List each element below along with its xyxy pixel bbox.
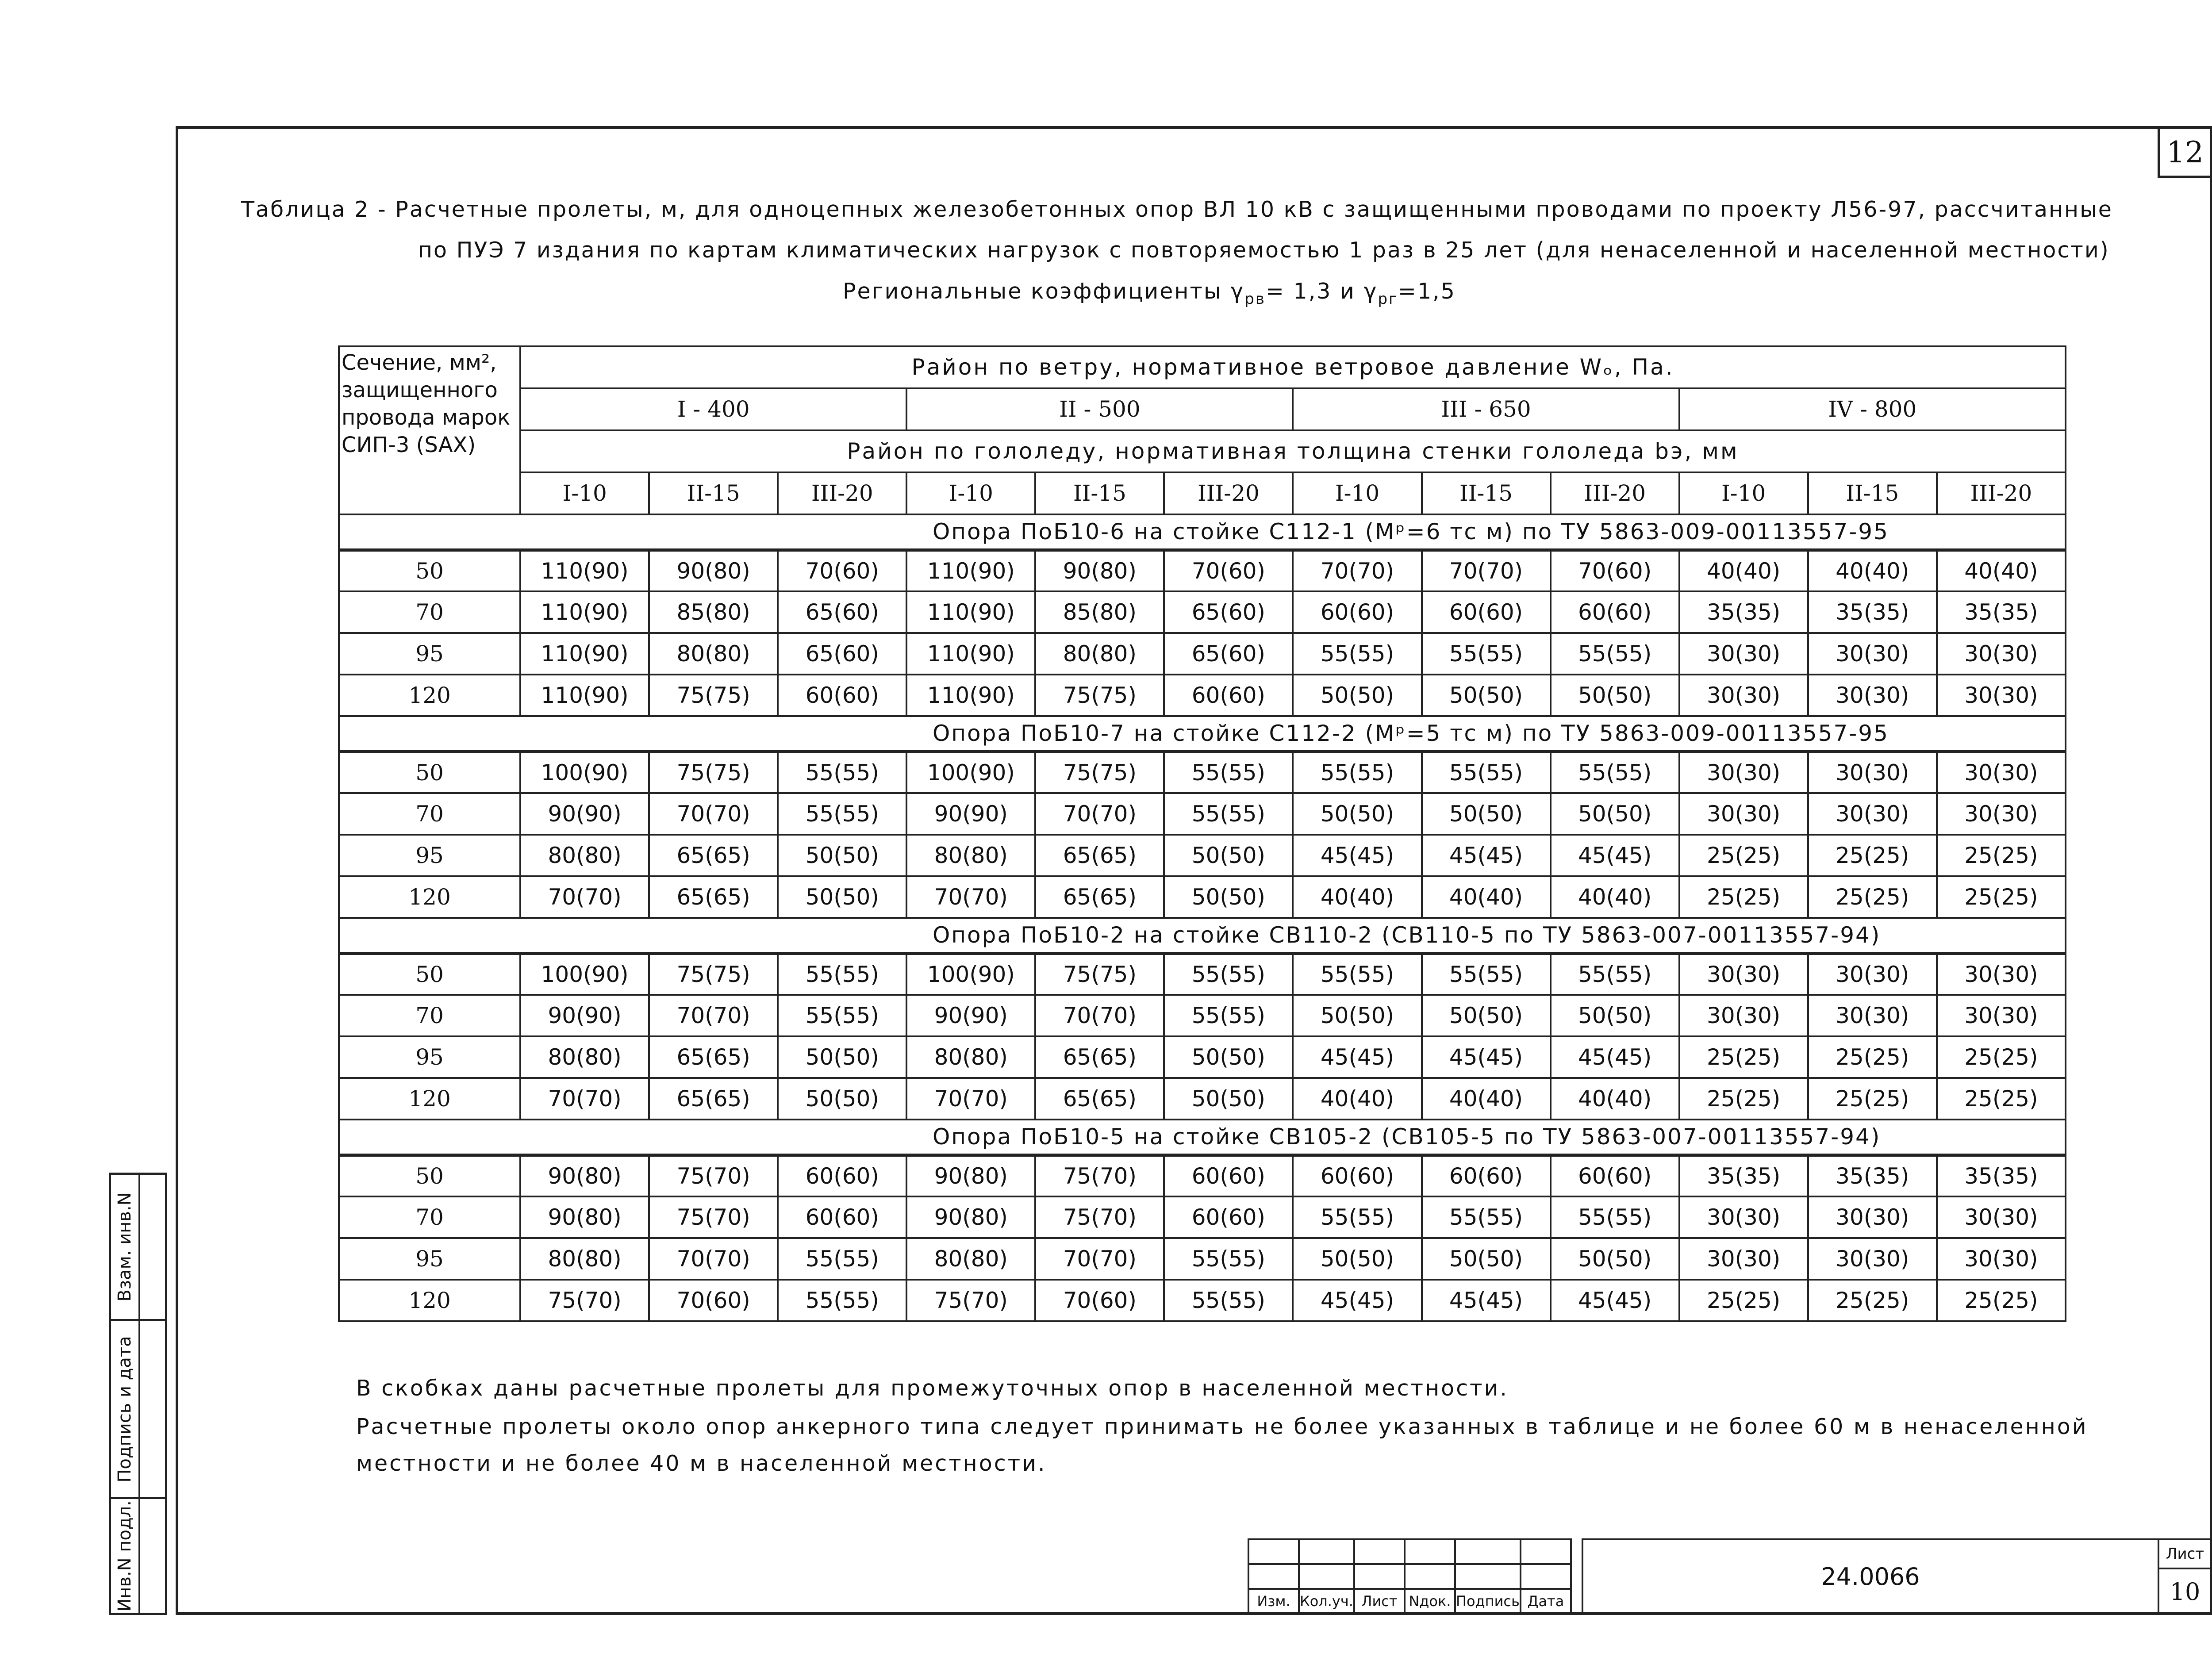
span-value-cell: 50(50) [1164,835,1293,876]
span-value-cell: 40(40) [1293,876,1421,918]
span-value-cell: 50(50) [778,835,906,876]
section-cell: 95 [339,1238,520,1280]
span-value-cell: 50(50) [1551,675,1679,716]
span-value-cell: 30(30) [1937,793,2066,835]
span-value-cell: 25(25) [1937,835,2066,876]
span-value-cell: 30(30) [1808,752,1937,793]
span-value-cell: 70(70) [1035,1238,1164,1280]
span-value-cell: 55(55) [1164,752,1293,793]
span-value-cell: 100(90) [906,752,1035,793]
gamma-wind-value: = 1,3 и [1265,279,1364,304]
span-value-cell: 55(55) [1422,953,1551,995]
span-value-cell: 75(75) [1035,752,1164,793]
span-value-cell: 25(25) [1808,1036,1937,1078]
gamma-ice-value: =1,5 [1398,279,1456,304]
span-value-cell: 80(80) [649,633,778,675]
span-value-cell: 55(55) [778,752,906,793]
span-value-cell: 110(90) [906,550,1035,591]
span-value-cell: 100(90) [906,953,1035,995]
span-value-cell: 50(50) [1422,1238,1551,1280]
span-value-cell: 25(25) [1808,1078,1937,1120]
span-value-cell: 55(55) [1164,793,1293,835]
span-value-cell: 30(30) [1808,953,1937,995]
span-value-cell: 70(70) [1035,793,1164,835]
span-value-cell: 75(70) [1035,1196,1164,1238]
span-value-cell: 30(30) [1937,1238,2066,1280]
span-value-cell: 55(55) [1422,633,1551,675]
span-value-cell: 60(60) [1422,1155,1551,1196]
span-value-cell: 45(45) [1551,1036,1679,1078]
span-value-cell: 30(30) [1679,752,1808,793]
span-value-cell: 90(80) [520,1155,649,1196]
section-cell: 120 [339,1078,520,1120]
span-value-cell: 55(55) [1293,1196,1421,1238]
span-value-cell: 70(70) [649,1238,778,1280]
document-code: 24.0066 [1582,1538,2158,1615]
span-value-cell: 55(55) [1551,953,1679,995]
span-value-cell: 25(25) [1679,835,1808,876]
section-cell: 95 [339,835,520,876]
spans-table [338,345,2066,1322]
wind-region: I - 400 [520,388,906,430]
coefficients-label: Региональные коэффициенты [843,279,1222,304]
section-cell: 70 [339,793,520,835]
span-value-cell: 30(30) [1679,1238,1808,1280]
span-value-cell: 75(75) [1035,953,1164,995]
span-value-cell: 30(30) [1808,995,1937,1036]
span-value-cell: 70(70) [649,793,778,835]
span-value-cell: 80(80) [906,1238,1035,1280]
section-header: Сечение, мм², защищенного провода марок СИП-3 (SAX) [339,346,520,514]
span-value-cell: 30(30) [1679,675,1808,716]
span-value-cell: 45(45) [1422,1036,1551,1078]
span-value-cell: 75(75) [649,675,778,716]
section-cell: 50 [339,550,520,591]
span-value-cell: 55(55) [1293,633,1421,675]
span-value-cell: 55(55) [1422,1196,1551,1238]
span-value-cell: 110(90) [520,591,649,633]
ice-region: I-10 [520,472,649,514]
span-value-cell: 80(80) [520,1238,649,1280]
span-value-cell: 30(30) [1937,995,2066,1036]
span-value-cell: 35(35) [1937,591,2066,633]
span-value-cell: 75(70) [1035,1155,1164,1196]
span-value-cell: 80(80) [906,1036,1035,1078]
side-stamp-podpis [109,1319,167,1499]
support-type-header: Опора ПоБ10-7 на стойке С112-2 (Mᵖ=5 тс м) по ТУ 5863-009-00113557-95 [339,716,2066,752]
table-row [339,591,2066,633]
span-value-cell: 50(50) [1293,1238,1421,1280]
note-line2: Расчетные пролеты около опор анкерного типа следует принимать не более указанных в таблице и не более 60 м в ненаселенной [356,1414,2088,1439]
side-stamp-vzam [109,1173,167,1321]
gamma-ice-subscript: рг [1378,290,1398,308]
section-cell: 120 [339,1280,520,1321]
span-value-cell: 40(40) [1422,1078,1551,1120]
span-value-cell: 90(90) [520,793,649,835]
span-value-cell: 60(60) [1551,591,1679,633]
span-value-cell: 90(80) [1035,550,1164,591]
span-value-cell: 70(70) [1293,550,1421,591]
span-value-cell: 50(50) [1422,995,1551,1036]
ice-region: II-15 [1422,472,1551,514]
span-value-cell: 25(25) [1937,1280,2066,1321]
span-value-cell: 50(50) [1293,675,1421,716]
span-value-cell: 55(55) [1422,752,1551,793]
table-row [339,550,2066,591]
span-value-cell: 70(70) [1422,550,1551,591]
table-title-line2: по ПУЭ 7 издания по картам климатических нагрузок с повторяемостью 1 раз в 25 лет (для ненаселенной и населенной местности) [418,238,2110,263]
span-value-cell: 30(30) [1679,633,1808,675]
page-number: 12 [2158,126,2212,178]
span-value-cell: 65(65) [649,835,778,876]
side-stamp-inv-label: Инв.N подл. [115,1500,135,1612]
span-value-cell: 50(50) [1164,876,1293,918]
span-value-cell: 65(65) [1035,876,1164,918]
span-value-cell: 90(80) [906,1155,1035,1196]
span-value-cell: 55(55) [778,953,906,995]
span-value-cell: 30(30) [1937,633,2066,675]
ice-region: I-10 [906,472,1035,514]
span-value-cell: 40(40) [1551,876,1679,918]
support-type-header: Опора ПоБ10-6 на стойке С112-1 (Mᵖ=6 тс м) по ТУ 5863-009-00113557-95 [339,514,2066,550]
span-value-cell: 55(55) [1164,995,1293,1036]
span-value-cell: 55(55) [778,1238,906,1280]
span-value-cell: 70(60) [649,1280,778,1321]
span-value-cell: 110(90) [906,591,1035,633]
span-value-cell: 25(25) [1679,1078,1808,1120]
span-value-cell: 35(35) [1679,591,1808,633]
ice-region: I-10 [1293,472,1421,514]
table-title-line1: Таблица 2 - Расчетные пролеты, м, для одноцепных железобетонных опор ВЛ 10 кВ с защищенными проводами по проекту Л56-97, рассчитанные [241,197,2113,222]
section-cell: 50 [339,953,520,995]
span-value-cell: 110(90) [520,633,649,675]
span-value-cell: 25(25) [1808,876,1937,918]
span-value-cell: 30(30) [1937,1196,2066,1238]
ice-region: III-20 [778,472,906,514]
span-value-cell: 40(40) [1937,550,2066,591]
span-value-cell: 30(30) [1808,675,1937,716]
table-row [339,1078,2066,1120]
ice-region: II-15 [1808,472,1937,514]
table-row [339,1155,2066,1196]
span-value-cell: 30(30) [1679,995,1808,1036]
span-value-cell: 90(90) [906,793,1035,835]
side-stamp-podpis-label: Подпись и дата [115,1335,135,1483]
span-value-cell: 40(40) [1422,876,1551,918]
span-value-cell: 40(40) [1808,550,1937,591]
span-value-cell: 30(30) [1679,953,1808,995]
span-value-cell: 60(60) [1551,1155,1679,1196]
span-value-cell: 75(75) [1035,675,1164,716]
span-value-cell: 90(90) [520,995,649,1036]
span-value-cell: 70(60) [778,550,906,591]
span-value-cell: 80(80) [520,835,649,876]
sheet-box [2158,1538,2212,1615]
span-value-cell: 110(90) [520,550,649,591]
ice-region: I-10 [1679,472,1808,514]
span-value-cell: 110(90) [520,675,649,716]
span-value-cell: 35(35) [1808,591,1937,633]
note-line3: местности и не более 40 м в населенной местности. [356,1451,1047,1476]
span-value-cell: 55(55) [1164,1280,1293,1321]
section-cell: 70 [339,995,520,1036]
gamma-ice-symbol: γ [1363,279,1378,304]
title-block-col: Изм. [1248,1589,1299,1614]
span-value-cell: 70(70) [520,876,649,918]
span-value-cell: 65(65) [1035,835,1164,876]
span-value-cell: 70(70) [520,1078,649,1120]
span-value-cell: 50(50) [1164,1078,1293,1120]
span-value-cell: 80(80) [1035,633,1164,675]
table-row [339,1036,2066,1078]
span-value-cell: 65(60) [1164,633,1293,675]
span-value-cell: 65(65) [649,876,778,918]
note-line1: В скобках даны расчетные пролеты для промежуточных опор в населенной местности. [356,1376,1509,1401]
ice-region: III-20 [1164,472,1293,514]
ice-region: II-15 [649,472,778,514]
span-value-cell: 65(60) [1164,591,1293,633]
span-value-cell: 75(75) [649,953,778,995]
span-value-cell: 75(70) [649,1196,778,1238]
table-row [339,675,2066,716]
wind-region-header: Район по ветру, нормативное ветровое давление Wₒ, Па. [520,346,2066,388]
span-value-cell: 100(90) [520,953,649,995]
span-value-cell: 50(50) [778,1078,906,1120]
sheet-number: 10 [2170,1577,2200,1606]
span-value-cell: 55(55) [1164,953,1293,995]
wind-region: IV - 800 [1679,388,2066,430]
span-value-cell: 70(70) [906,876,1035,918]
wind-region: II - 500 [906,388,1293,430]
span-value-cell: 55(55) [778,1280,906,1321]
section-cell: 95 [339,633,520,675]
ice-region: III-20 [1937,472,2066,514]
span-value-cell: 30(30) [1937,953,2066,995]
span-value-cell: 30(30) [1679,793,1808,835]
span-value-cell: 80(80) [906,835,1035,876]
table-row [339,1280,2066,1321]
span-value-cell: 25(25) [1937,1036,2066,1078]
title-block-col: Nдок. [1405,1589,1455,1614]
table-row [339,876,2066,918]
span-value-cell: 45(45) [1293,835,1421,876]
table-title-line3 [843,279,1456,308]
span-value-cell: 65(65) [649,1078,778,1120]
span-value-cell: 45(45) [1422,1280,1551,1321]
title-block-grid [1248,1538,1572,1614]
span-value-cell: 55(55) [778,995,906,1036]
span-value-cell: 30(30) [1937,675,2066,716]
span-value-cell: 100(90) [520,752,649,793]
span-value-cell: 75(70) [906,1280,1035,1321]
span-value-cell: 50(50) [1551,995,1679,1036]
span-value-cell: 80(80) [520,1036,649,1078]
span-value-cell: 45(45) [1551,1280,1679,1321]
span-value-cell: 70(70) [649,995,778,1036]
span-value-cell: 35(35) [1679,1155,1808,1196]
span-value-cell: 65(60) [778,591,906,633]
span-value-cell: 65(60) [778,633,906,675]
span-value-cell: 40(40) [1293,1078,1421,1120]
span-value-cell: 55(55) [1551,633,1679,675]
span-value-cell: 25(25) [1679,1036,1808,1078]
span-value-cell: 35(35) [1937,1155,2066,1196]
span-value-cell: 55(55) [778,793,906,835]
span-value-cell: 55(55) [1164,1238,1293,1280]
table-row [339,752,2066,793]
section-cell: 120 [339,675,520,716]
section-cell: 50 [339,752,520,793]
section-cell: 95 [339,1036,520,1078]
span-value-cell: 45(45) [1551,835,1679,876]
span-value-cell: 50(50) [1551,1238,1679,1280]
span-value-cell: 30(30) [1937,752,2066,793]
span-value-cell: 60(60) [1164,1196,1293,1238]
span-value-cell: 85(80) [1035,591,1164,633]
span-value-cell: 90(80) [649,550,778,591]
span-value-cell: 25(25) [1808,1280,1937,1321]
span-value-cell: 25(25) [1679,1280,1808,1321]
title-block-col: Дата [1521,1589,1571,1614]
span-value-cell: 55(55) [1293,953,1421,995]
table-row [339,633,2066,675]
span-value-cell: 90(80) [520,1196,649,1238]
span-value-cell: 85(80) [649,591,778,633]
span-value-cell: 60(60) [1293,591,1421,633]
span-value-cell: 70(70) [1035,995,1164,1036]
section-cell: 70 [339,591,520,633]
span-value-cell: 40(40) [1551,1078,1679,1120]
span-value-cell: 40(40) [1679,550,1808,591]
span-value-cell: 60(60) [1293,1155,1421,1196]
span-value-cell: 110(90) [906,675,1035,716]
span-value-cell: 30(30) [1808,1196,1937,1238]
span-value-cell: 60(60) [1164,675,1293,716]
span-value-cell: 45(45) [1293,1036,1421,1078]
span-value-cell: 25(25) [1679,876,1808,918]
span-value-cell: 25(25) [1937,1078,2066,1120]
title-block-col: Кол.уч. [1299,1589,1354,1614]
span-value-cell: 50(50) [1293,995,1421,1036]
span-value-cell: 65(65) [649,1036,778,1078]
span-value-cell: 55(55) [1293,752,1421,793]
side-stamp-inv [109,1497,167,1615]
span-value-cell: 90(90) [906,995,1035,1036]
ice-region: III-20 [1551,472,1679,514]
span-value-cell: 60(60) [1422,591,1551,633]
span-value-cell: 60(60) [778,1155,906,1196]
span-value-cell: 25(25) [1937,876,2066,918]
span-value-cell: 75(75) [649,752,778,793]
span-value-cell: 50(50) [1422,793,1551,835]
span-value-cell: 50(50) [778,1036,906,1078]
span-value-cell: 50(50) [1293,793,1421,835]
support-type-header: Опора ПоБ10-2 на стойке СВ110-2 (СВ110-5 по ТУ 5863-007-00113557-94) [339,918,2066,953]
span-value-cell: 35(35) [1808,1155,1937,1196]
span-value-cell: 50(50) [778,876,906,918]
title-block-col: Лист [1354,1589,1405,1614]
span-value-cell: 60(60) [778,1196,906,1238]
span-value-cell: 30(30) [1808,633,1937,675]
span-value-cell: 55(55) [1551,752,1679,793]
table-row [339,1196,2066,1238]
section-cell: 50 [339,1155,520,1196]
span-value-cell: 50(50) [1551,793,1679,835]
section-cell: 70 [339,1196,520,1238]
span-value-cell: 45(45) [1422,835,1551,876]
span-value-cell: 45(45) [1293,1280,1421,1321]
wind-region: III - 650 [1293,388,1679,430]
title-block-col: Подпись [1455,1589,1521,1614]
span-value-cell: 110(90) [906,633,1035,675]
gamma-wind-subscript: рв [1244,290,1266,308]
span-value-cell: 70(60) [1164,550,1293,591]
table-row [339,835,2066,876]
span-value-cell: 70(70) [906,1078,1035,1120]
support-type-header: Опора ПоБ10-5 на стойке СВ105-2 (СВ105-5 по ТУ 5863-007-00113557-94) [339,1120,2066,1155]
span-value-cell: 30(30) [1808,1238,1937,1280]
table-row [339,995,2066,1036]
span-value-cell: 50(50) [1422,675,1551,716]
span-value-cell: 90(80) [906,1196,1035,1238]
span-value-cell: 65(65) [1035,1036,1164,1078]
table-row [339,793,2066,835]
span-value-cell: 50(50) [1164,1036,1293,1078]
span-value-cell: 70(60) [1035,1280,1164,1321]
table-row [339,953,2066,995]
section-cell: 120 [339,876,520,918]
ice-region-header: Район по гололеду, нормативная толщина стенки гололеда bэ, мм [520,430,2066,472]
gamma-wind-symbol: γ [1230,279,1245,304]
span-value-cell: 55(55) [1551,1196,1679,1238]
span-value-cell: 65(65) [1035,1078,1164,1120]
span-value-cell: 60(60) [778,675,906,716]
table-row [339,1238,2066,1280]
span-value-cell: 25(25) [1808,835,1937,876]
ice-region: II-15 [1035,472,1164,514]
span-value-cell: 75(70) [520,1280,649,1321]
span-value-cell: 30(30) [1808,793,1937,835]
sheet-label: Лист [2159,1540,2211,1569]
span-value-cell: 60(60) [1164,1155,1293,1196]
span-value-cell: 75(70) [649,1155,778,1196]
span-value-cell: 70(60) [1551,550,1679,591]
span-value-cell: 30(30) [1679,1196,1808,1238]
side-stamp-vzam-label: Взам. инв.N [115,1192,135,1302]
